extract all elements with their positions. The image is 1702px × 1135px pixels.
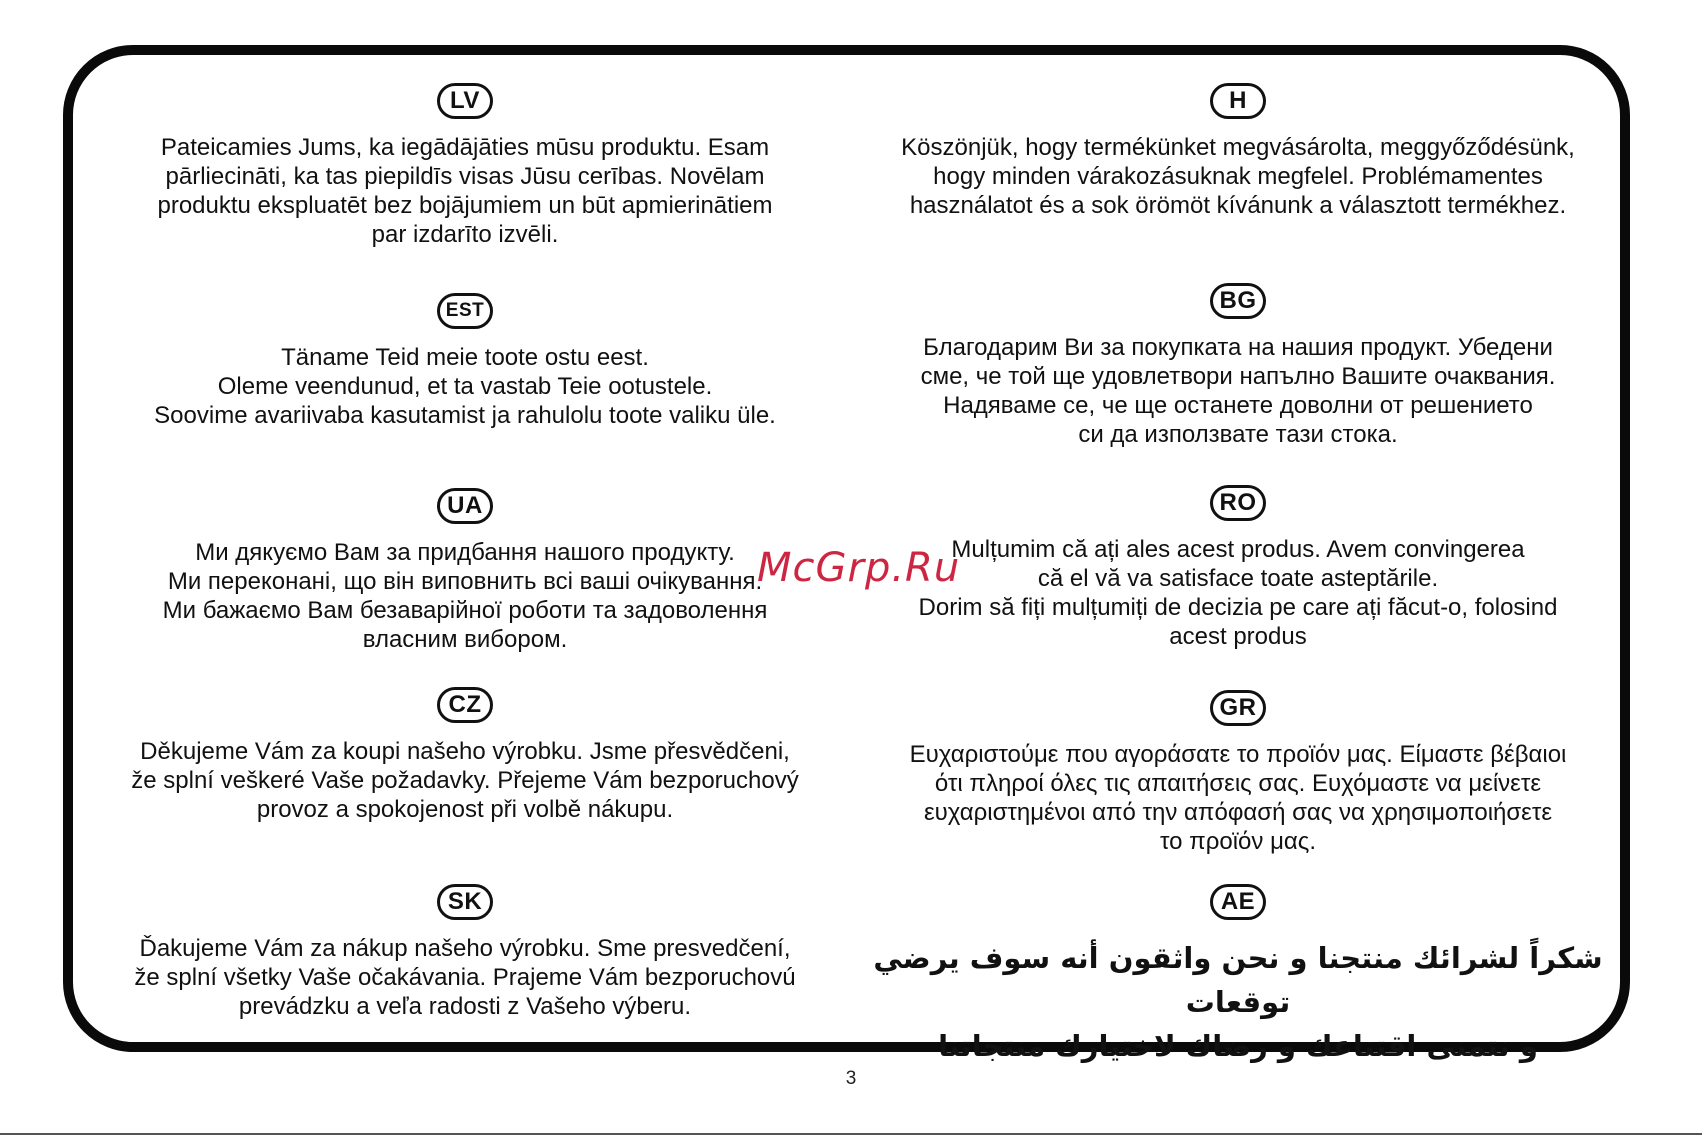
section-est	[95, 293, 835, 430]
section-text-cz: Děkujeme Vám za koupi našeho výrobku. Jsme přesvědčeni, že splní veškeré Vaše požadavky. Přejeme Vám bezporuchový provoz a spokojenost při volbě nákupu.	[131, 738, 799, 823]
language-badge-ae: AE	[1210, 884, 1266, 920]
language-badge-gr: GR	[1210, 690, 1266, 726]
language-badge-ro: RO	[1210, 485, 1266, 521]
section-text-bg: Благодарим Ви за покупката на нашия продукт. Убедени сме, че той ще удовлетвори напълно Вашите очаквания. Надяваме се, че ще останете доволни от решението си да използвате тази стока.	[920, 334, 1556, 448]
language-badge-ua: UA	[437, 488, 493, 524]
section-text-ae: شكراً لشرائك منتجنا و نحن واثقون أنه سوف يرضي توقعات و نتمنى اقتناعك و رضاك لاختيارك منتجاتنا	[873, 941, 1603, 1063]
language-badge-lv: LV	[437, 83, 493, 119]
section-ro	[868, 485, 1608, 651]
page-number: 3	[845, 1068, 857, 1089]
language-badge-est: EST	[437, 293, 493, 329]
section-text-est: Täname Teid meie toote ostu eest. Oleme veendunud, et ta vastab Teie ootustele. Soovime avariivaba kasutamist ja rahulolu toote valiku üle.	[154, 344, 776, 429]
section-h	[868, 83, 1608, 220]
language-badge-h: H	[1210, 83, 1266, 119]
section-text-h: Köszönjük, hogy termékünket megvásárolta, meggyőződésünk, hogy minden várakozásuknak megfelel. Problémamentes használatot és a sok örömöt kívánunk a választott termékhez.	[901, 134, 1575, 219]
section-text-sk: Ďakujeme Vám za nákup našeho výrobku. Sme presvedčení, že splní všetky Vaše očakávania. Prajeme Vám bezporuchovú prevádzku a veľa radosti z Vašeho výberu.	[134, 935, 796, 1020]
section-text-ro: Mulțumim că ați ales acest produs. Avem convingerea că el vă va satisface toate asteptările. Dorim să fiți mulțumiți de decizia pe care ați făcut-o, folosind acest produs	[918, 536, 1558, 650]
language-badge-cz: CZ	[437, 687, 493, 723]
watermark-text: McGrp.Ru	[757, 545, 961, 591]
section-text-gr: Ευχαριστούμε που αγοράσατε το προϊόν μας. Είμαστε βέβαιοι ότι πληροί όλες τις απαιτήσεις σας. Ευχόμαστε να μείνετε ευχαριστημένοι από την απόφασή σας να χρησιμοποιήσετε το προϊόν μας.	[909, 741, 1567, 855]
section-cz	[95, 687, 835, 824]
section-ae	[868, 884, 1608, 1068]
section-text-lv: Pateicamies Jums, ka iegādājāties mūsu produktu. Esam pārliecināti, ka tas piepildīs visas Jūsu cerības. Novēlam produktu ekspluatēt bez bojājumiem un būt apmierinātiem par izdarīto izvēli.	[157, 134, 773, 248]
section-lv	[95, 83, 835, 249]
section-sk	[95, 884, 835, 1021]
section-bg	[868, 283, 1608, 449]
section-ua	[95, 488, 835, 654]
section-gr	[868, 690, 1608, 856]
language-badge-bg: BG	[1210, 283, 1266, 319]
section-text-ua: Ми дякуємо Вам за придбання нашого продукту. Ми переконані, що він виповнить всі ваші очікування. Ми бажаємо Вам безаварійної роботи та задоволення власним вибором.	[162, 539, 768, 653]
language-badge-sk: SK	[437, 884, 493, 920]
